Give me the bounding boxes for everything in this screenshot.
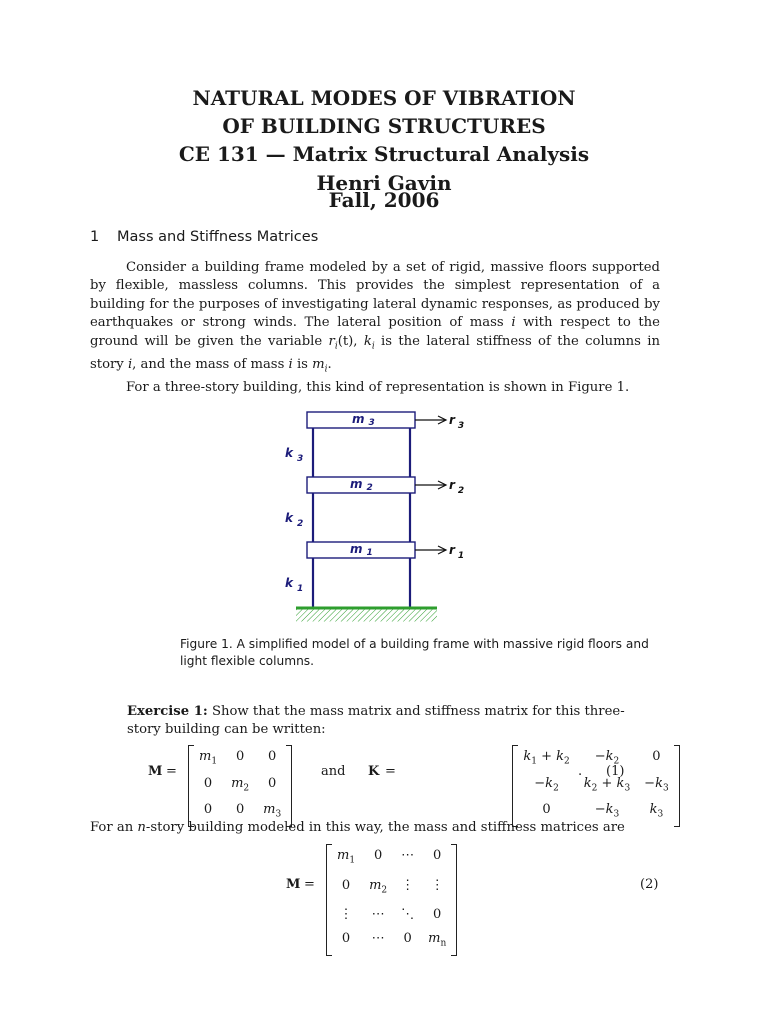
author: Henri Gavin: [316, 171, 452, 195]
matrix-cell: 0: [235, 802, 245, 818]
svg-text:m2: m 2: [350, 477, 373, 493]
matrix-cell: ⋮: [430, 877, 444, 893]
matrix-cell: 0: [542, 802, 551, 818]
paragraph-figure-ref: For a three-story building, this kind of representation is shown in Figure 1.: [126, 380, 630, 395]
matrix-cell: 0: [235, 749, 245, 764]
matrix-cell: $k_1 + k_2$: [523, 749, 570, 767]
matrix-cell: $m_n$: [428, 931, 447, 949]
equation-number-1: (1): [606, 764, 625, 779]
matrix-cell: 0: [341, 931, 351, 947]
matrix-cell: $k_3$: [649, 802, 664, 820]
and-word: and: [321, 764, 346, 779]
matrix-cell: 0: [652, 749, 661, 764]
matrix-cell: 0: [268, 775, 277, 791]
matrix-cell: 0: [373, 848, 383, 863]
matrix-cell: 0: [203, 802, 213, 818]
disp-label-2: r: [449, 478, 455, 492]
equation-2: M = $m_1$ 0 ⋯ 0 0 $m_2$ ⋮ ⋮ ⋮ ⋯ ⋱ 0 0 ⋯ 0 $m_n$ (2): [286, 844, 666, 932]
paragraph-n-story: For an n-story building modeled in this way, the mass and stiffness matrices are: [90, 820, 625, 835]
matrix-cell: $-k_3$: [644, 775, 669, 794]
stiffness-matrix-symbol: K: [368, 764, 380, 779]
section-heading: [90, 229, 318, 245]
matrix-cell: ⋯: [371, 931, 385, 947]
mass-label-2: m: [350, 477, 363, 491]
mass-label-3: m: [352, 412, 365, 426]
title-line-2: OF BUILDING STRUCTURES: [222, 114, 546, 138]
matrix-cell: ⋯: [371, 907, 385, 923]
svg-text:k1: k $_1$: [285, 576, 304, 594]
svg-text:m1: m 1: [350, 542, 373, 558]
stiffness-label-1: k: [285, 576, 293, 590]
matrix-cell: $m_1$: [199, 749, 218, 767]
matrix-cell: 0: [203, 775, 213, 791]
mass-matrix-symbol: M: [148, 764, 163, 779]
paragraph-intro: Consider a building frame modeled by a set of rigid, massive floors supported by flexible, massless columns. This provides the simplest representation of a building for the purposes of investigating lateral dynamic responses, as produced by earthquakes or strong winds. The lateral position of mass i with respect to the ground will be given the variable $r_i(t)$, $k_i$ is the lateral stiffness of the columns in story i, and the mass of mass i is $m_i$.: [90, 260, 660, 375]
section-title: Mass and Stiffness Matrices: [117, 229, 319, 245]
matrix-cell: $k_2 + k_3$: [583, 775, 631, 794]
stiffness-matrix-3x3: [512, 745, 679, 827]
svg-text:r2: r $_2$: [449, 478, 465, 496]
section-number: 1: [90, 229, 100, 245]
columns: [313, 428, 410, 608]
exercise-text: Show that the mass matrix and stiffness matrix for this three-story building can be written:: [127, 704, 625, 738]
disp-label-1: r: [449, 543, 455, 557]
svg-text:k3: k $_3$: [285, 446, 304, 464]
stiffness-label-2: k: [285, 511, 293, 525]
matrix-cell: ⋯: [401, 848, 415, 863]
title-line-3: CE 131 — Matrix Structural Analysis: [178, 142, 590, 166]
exercise-label: Exercise 1:: [127, 704, 208, 719]
matrix-cell: 0: [268, 749, 277, 764]
matrix-cell: 0: [403, 931, 412, 947]
svg-text:m3: m 3: [352, 412, 375, 428]
title-line-1: NATURAL MODES OF VIBRATION: [192, 86, 576, 110]
svg-text:r3: r $_3$: [449, 413, 465, 431]
matrix-cell: $m_2$: [369, 877, 388, 896]
matrix-cell: 0: [433, 848, 442, 863]
date: Fall, 2006: [328, 188, 440, 212]
mass-label-1: m: [350, 542, 363, 556]
matrix-cell: ⋱: [401, 907, 415, 923]
exercise-1: [127, 703, 657, 740]
mass-matrix-3x3: [188, 745, 292, 827]
stiffness-label-3: k: [285, 446, 293, 460]
matrix-cell: $m_3$: [263, 802, 282, 820]
ground-hatch: [296, 610, 437, 622]
matrix-cell: $m_2$: [231, 775, 250, 794]
matrix-cell: $-k_3$: [594, 802, 620, 820]
matrix-cell: ⋮: [401, 877, 415, 893]
mass-matrix-nxn: [326, 844, 457, 956]
matrix-cell: $-k_2$: [594, 749, 620, 767]
disp-label-3: r: [449, 413, 455, 427]
matrix-cell: $m_1$: [337, 848, 356, 866]
matrix-cell: $-k_2$: [534, 775, 559, 794]
matrix-cell: 0: [433, 907, 442, 923]
figure-caption: Figure 1. A simplified model of a building frame with massive rigid floors and light flexible columns.: [180, 637, 649, 668]
matrix-cell: 0: [341, 877, 351, 893]
equation-1: M = $m_1$ 0 0 0 $m_2$ 0 0 0 $m_3$ and K = $k_1 + k_2$ $-k_2$ 0 $-k_2$ $k_2 + k_3$ $-k_3$ 0 $-k_3$ $k_3$ . (1): [148, 745, 668, 803]
building-frame-figure: [280, 405, 480, 625]
svg-text:r1: r $_1$: [449, 543, 465, 561]
svg-text:k2: k $_2$: [285, 511, 304, 529]
equation-number-2: (2): [640, 877, 659, 892]
mass-matrix-n-symbol: M: [286, 877, 301, 892]
matrix-cell: ⋮: [339, 907, 353, 923]
